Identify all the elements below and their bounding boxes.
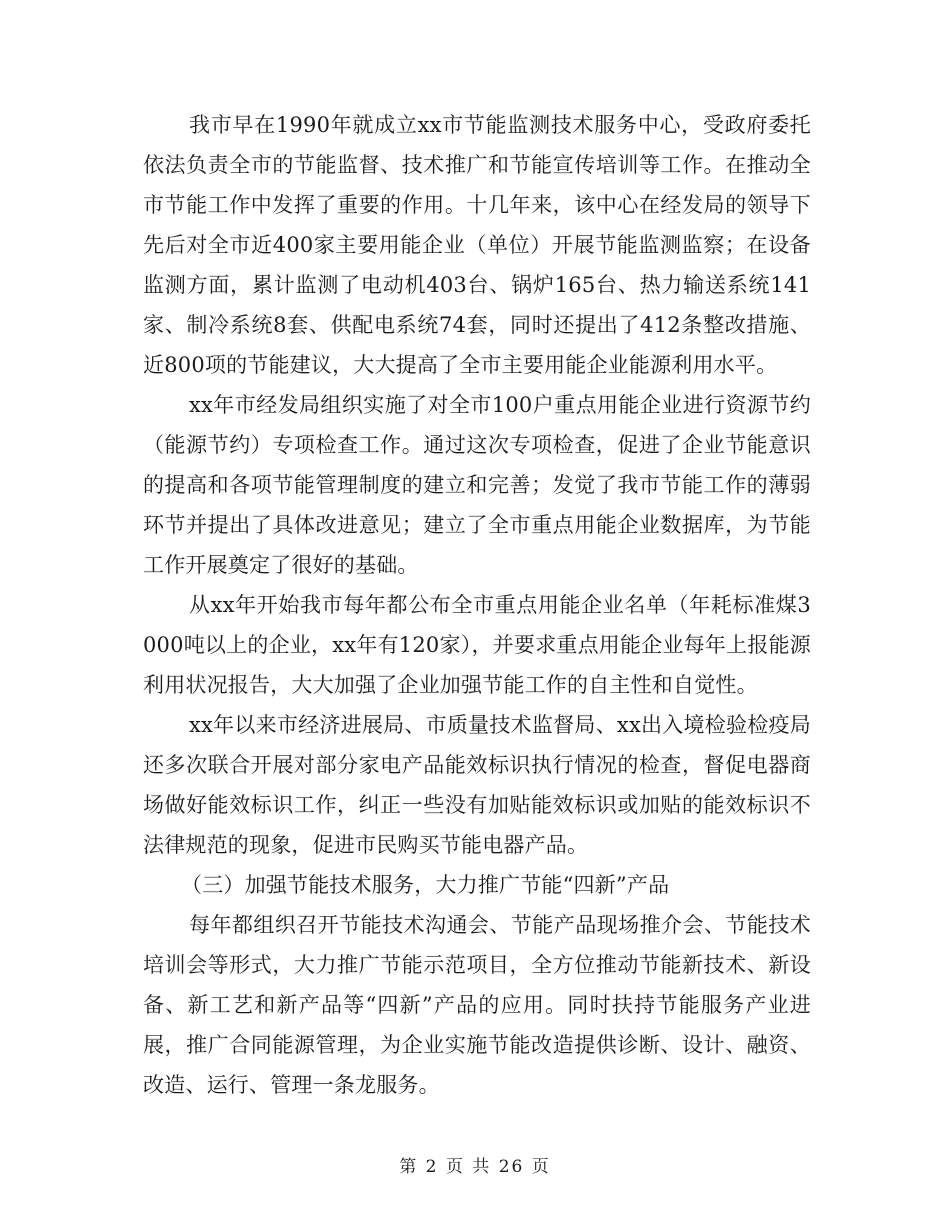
paragraph-energy-label-inspection: xx年以来市经济进展局、市质量技术监督局、xx出入境检验检疫局还多次联合开展对部分家电产品能效标识执行情况的检查，督促电器商场做好能效标识工作，纠正一些没有加贴能效标识或加贴的能效标识不法律规范的现象，促进市民购买节能电器产品。 bbox=[143, 713, 811, 857]
paragraph-special-inspection: xx年市经发局组织实施了对全市100户重点用能企业进行资源节约（能源节约）专项检查工作。通过这次专项检查，促进了企业节能意识的提高和各项节能管理制度的建立和完善；发觉了我市节能工作的薄弱环节并提出了具体改进意见；建立了全市重点用能企业数据库，为节能工作开展奠定了很好的基础。 bbox=[143, 393, 811, 577]
paragraph-key-enterprise-list: 从xx年开始我市每年都公布全市重点用能企业名单（年耗标准煤3000吨以上的企业，xx年有120家），并要求重点用能企业每年上报能源利用状况报告，大大加强了企业加强节能工作的自主性和自觉性。 bbox=[143, 593, 811, 697]
page-number-footer: 第 2 页 共 26 页 bbox=[399, 1157, 551, 1177]
paragraph-technology-promotion: 每年都组织召开节能技术沟通会、节能产品现场推介会、节能技术培训会等形式，大力推广节能示范项目，全方位推动节能新技术、新设备、新工艺和新产品等“四新”产品的应用。同时扶持节能服务产业进展，推广合同能源管理，为企业实施节能改造提供诊断、设计、融资、改造、运行、管理一条龙服务。 bbox=[143, 913, 811, 1097]
section-heading-technical-service: （三）加强节能技术服务，大力推广节能“四新”产品 bbox=[181, 873, 670, 897]
paragraph-energy-monitoring-center: 我市早在1990年就成立xx市节能监测技术服务中心，受政府委托依法负责全市的节能监督、技术推广和节能宣传培训等工作。在推动全市节能工作中发挥了重要的作用。十几年来，该中心在经发局的领导下先后对全市近400家主要用能企业（单位）开展节能监测监察；在设备监测方面，累计监测了电动机403台、锅炉165台、热力输送系统141家、制冷系统8套、供配电系统74套，同时还提出了412条整改措施、近800项的节能建议，大大提高了全市主要用能企业能源利用水平。 bbox=[143, 113, 811, 377]
document-body bbox=[143, 105, 811, 1105]
